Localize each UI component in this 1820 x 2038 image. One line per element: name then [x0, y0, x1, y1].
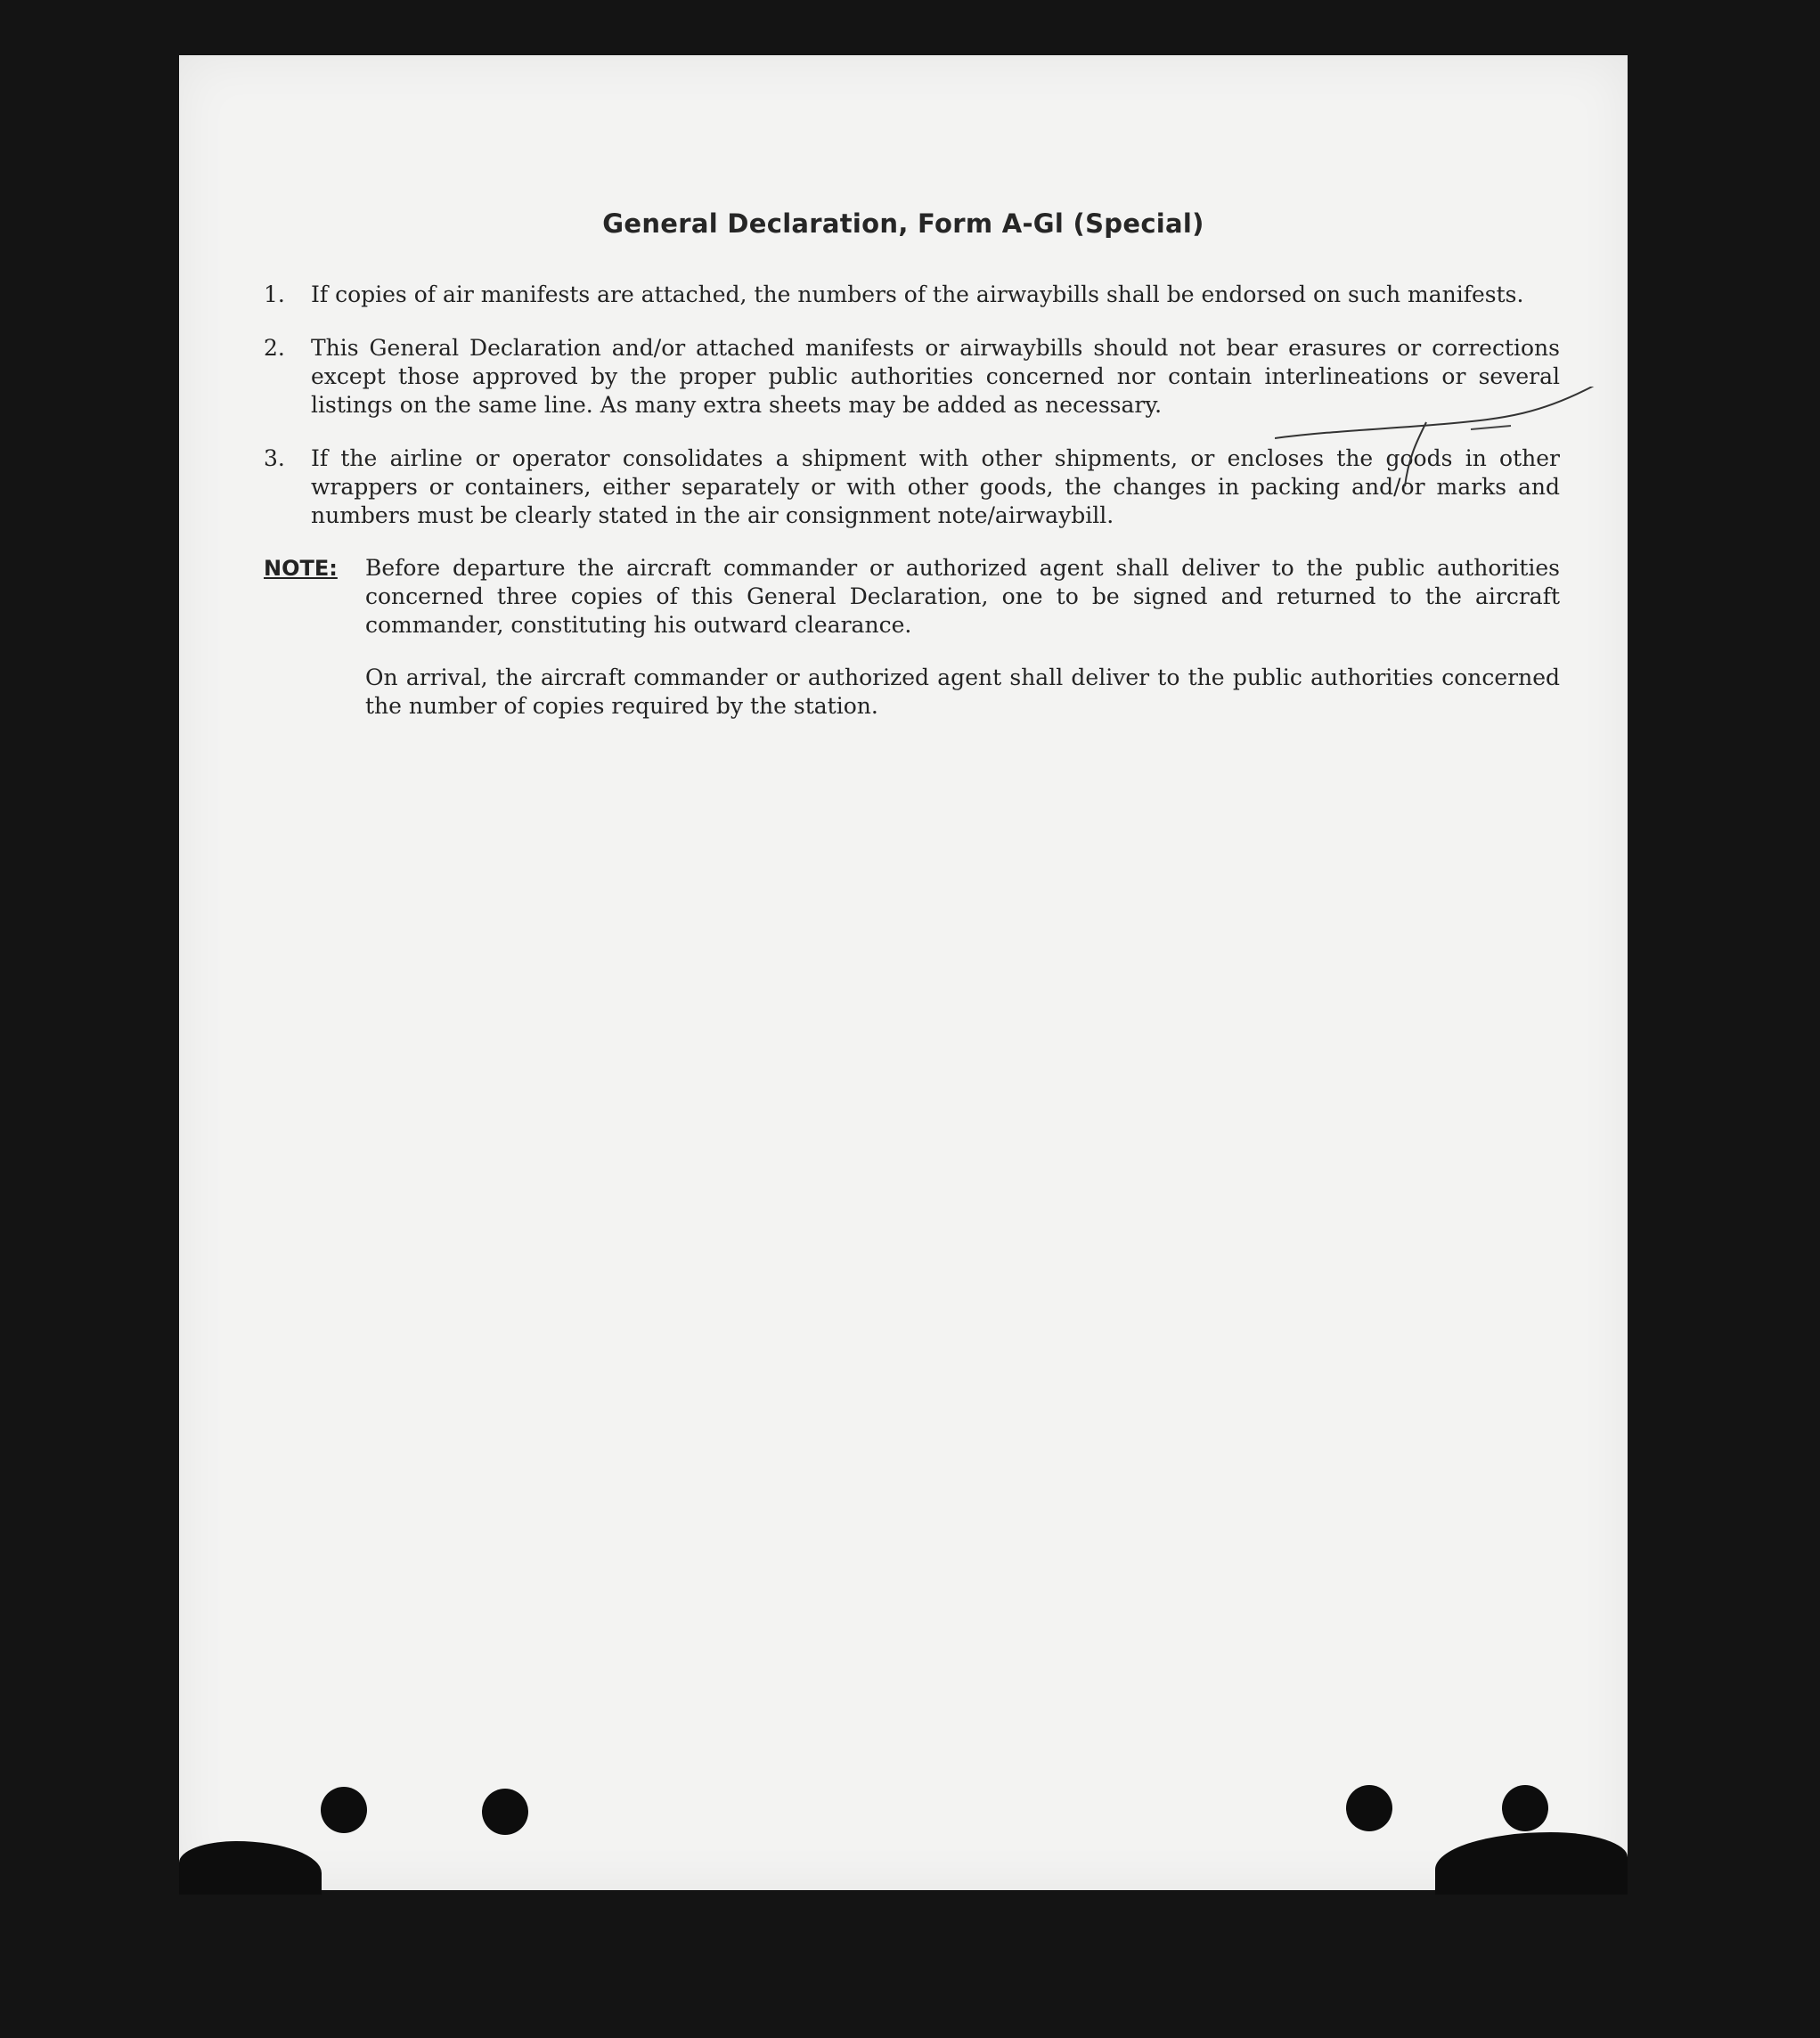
document-title: General Declaration, Form A-Gl (Special) — [602, 208, 1204, 239]
torn-edge — [1435, 1832, 1628, 1895]
note-label: NOTE: — [264, 556, 338, 581]
handwritten-strike-mark — [1275, 387, 1631, 493]
list-item-text: If copies of air manifests are attached, the numbers of the airwaybills shall be endorsed on such manifests. — [311, 281, 1524, 307]
note-text: Before departure the aircraft commander or authorized agent shall deliver to the public authorities concerned three copies of this General Declaration, one to be signed and returned to the aircraft commander, constituting his outward clearance. — [365, 555, 1560, 638]
list-item-text: This General Declaration and/or attached manifests or airwaybills should not bear erasures or corrections except those approved by the proper public authorities concerned nor contain interlineations or several listings on the same line. As many extra sheets may be added as necessary. — [311, 335, 1560, 418]
punch-hole — [1502, 1785, 1548, 1831]
list-item-number: 2. — [264, 335, 285, 361]
list-item-number: 1. — [264, 281, 285, 307]
document-page — [179, 55, 1628, 1890]
list-item-text: If the airline or operator consolidates a shipment with other shipments, or encloses the goods in other wrappers or containers, either separately or with other goods, the changes in packing and/or marks and numbers must be clearly stated in the air consignment note/airwaybill. — [311, 445, 1560, 528]
torn-edge — [179, 1841, 322, 1895]
punch-hole — [1346, 1785, 1392, 1831]
note-arrival-text: On arrival, the aircraft commander or authorized agent shall deliver to the public authorities concerned the number of copies required by the station. — [365, 664, 1560, 719]
punch-hole — [321, 1787, 367, 1833]
punch-hole — [482, 1789, 528, 1835]
list-item-number: 3. — [264, 445, 285, 471]
